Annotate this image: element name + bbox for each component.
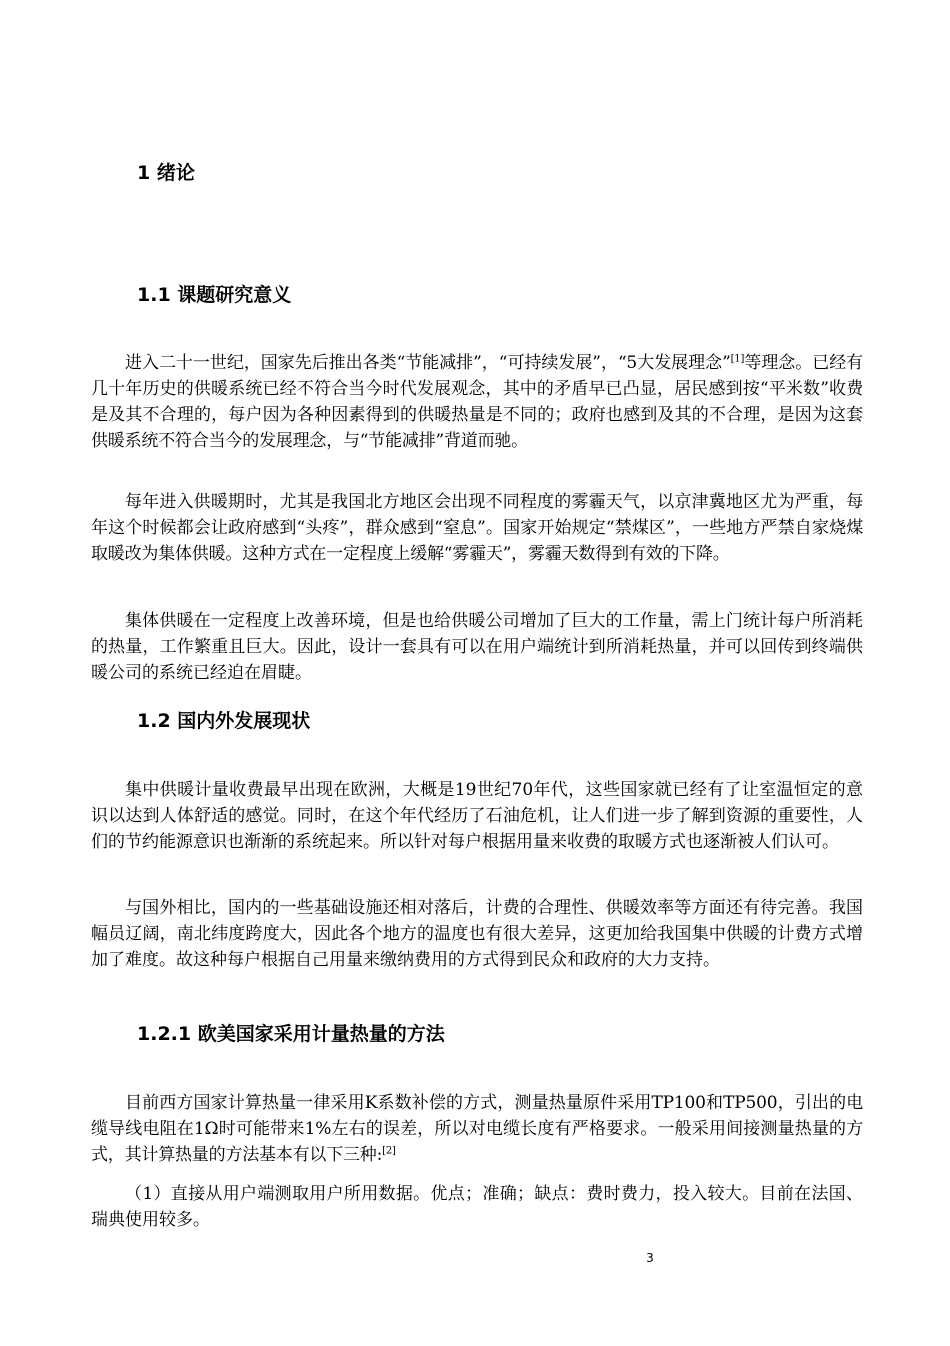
citation-reference: [2] <box>382 1145 396 1157</box>
citation-reference: [1] <box>730 353 745 365</box>
paragraph-research-significance-1 <box>91 350 863 454</box>
subsection-heading-western-methods: 1.2.1 欧美国家采用计量热量的方法 <box>137 1023 445 1045</box>
paragraph-research-significance-2: 每年进入供暖期时，尤其是我国北方地区会出现不同程度的雾霾天气，以京津冀地区尤为严重，每年这个时候都会让政府感到“头疼”，群众感到“窒息”。国家开始规定“禁煤区”，一些地方严禁自家烧煤取暖改为集体供暖。这种方式在一定程度上缓解“雾霾天”，雾霾天数得到有效的下降。 <box>91 492 863 564</box>
paragraph-western-methods-2: （1）直接从用户端测取用户所用数据。优点；准确；缺点：费时费力，投入较大。目前在法国、瑞典使用较多。 <box>91 1184 863 1230</box>
section-heading-development-status: 1.2 国内外发展现状 <box>137 710 311 732</box>
page-number: 3 <box>646 1251 654 1265</box>
paragraph-text: 等理念。已经有几十年历史的供暖系统已经不符合当今时代发展观念，其中的矛盾早已凸显，居民感到按“平米数”收费是及其不合理的，每户因为各种因素得到的供暖热量是不同的；政府也感到及其的不合理，是因为这套供暖系统不符合当今的发展理念，与“节能减排”背道而驰。 <box>91 353 863 451</box>
section-heading-research-significance: 1.1 课题研究意义 <box>137 284 292 306</box>
paragraph-text: 目前西方国家计算热量一律采用K系数补偿的方式，测量热量原件采用TP100和TP500，引出的电缆导线电阻在1Ω时可能带来1%左右的误差，所以对电缆长度有严格要求。一般采用间接测量热量的方式，其计算热量的方法基本有以下三种: <box>91 1093 863 1165</box>
paragraph-text: 进入二十一世纪，国家先后推出各类“节能减排”，“可持续发展”，“5大发展理念” <box>125 353 731 373</box>
paragraph-development-status-1: 集中供暖计量收费最早出现在欧洲，大概是19世纪70年代，这些国家就已经有了让室温恒定的意识以达到人体舒适的感觉。同时，在这个年代经历了石油危机，让人们进一步了解到资源的重要性，人们的节约能源意识也渐渐的系统起来。所以针对每户根据用量来收费的取暖方式也逐渐被人们认可。 <box>91 780 863 852</box>
paragraph-development-status-2: 与国外相比，国内的一些基础设施还相对落后，计费的合理性、供暖效率等方面还有待完善。我国幅员辽阔，南北纬度跨度大，因此各个地方的温度也有很大差异，这更加给我国集中供暖的计费方式增加了难度。故这种每户根据自己用量来缴纳费用的方式得到民众和政府的大力支持。 <box>91 898 863 970</box>
chapter-heading: 1 绪论 <box>137 162 195 184</box>
paragraph-western-methods-1 <box>91 1090 863 1168</box>
paragraph-research-significance-3: 集体供暖在一定程度上改善环境，但是也给供暖公司增加了巨大的工作量，需上门统计每户所消耗的热量，工作繁重且巨大。因此，设计一套具有可以在用户端统计到所消耗热量，并可以回传到终端供暖公司的系统已经迫在眉睫。 <box>91 611 863 683</box>
